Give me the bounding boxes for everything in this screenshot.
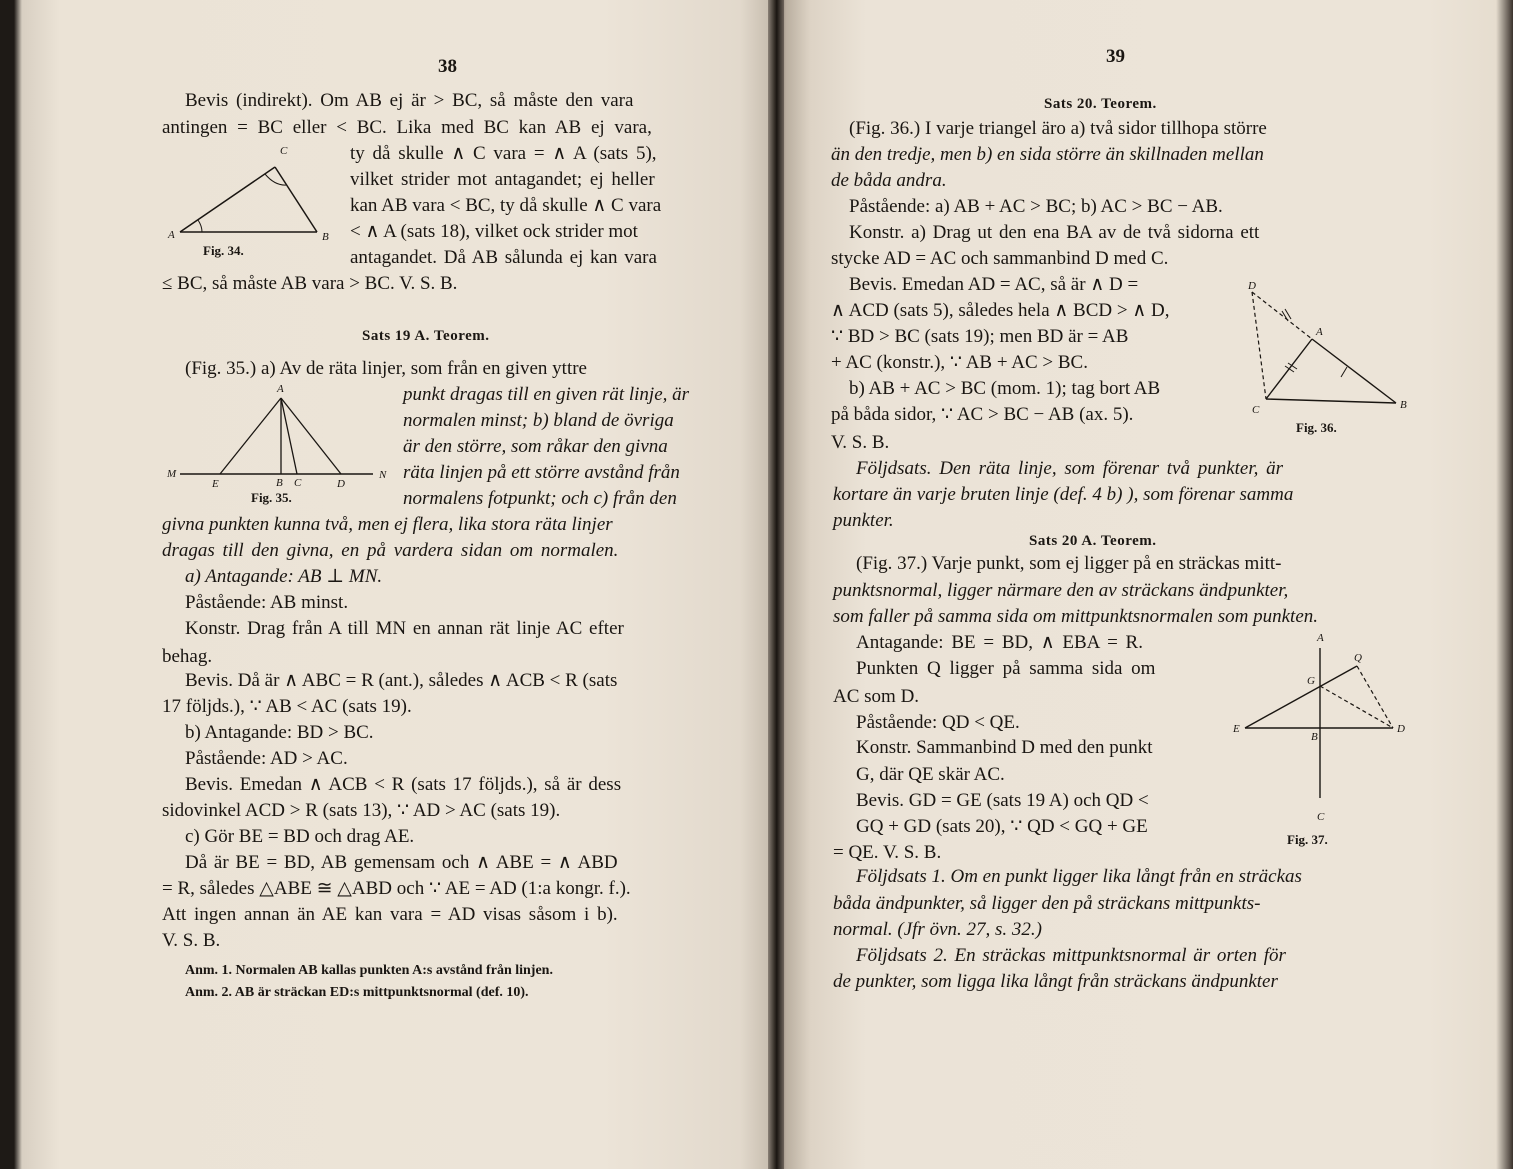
fig37-label: A [1317,632,1324,644]
text-line: Konstr. a) Drag ut den ena BA av de två sidorna ett [849,222,1260,243]
text-line: Att ingen annan än AE kan vara = AD visas såsom i b). [162,904,618,925]
text-line: Då är BE = BD, AB gemensam och ∧ ABE = ∧ ABD [185,852,618,873]
text-line: räta linjen på ett större avstånd från [403,462,680,483]
heading-sats-19a: Sats 19 A. Teorem. [362,328,490,344]
text-line: Påstående: a) AB + AC > BC; b) AC > BC − AB. [849,196,1223,217]
fig34-label: C [280,145,288,157]
text-line: Bevis (indirekt). Om AB ej är > BC, så måste den vara [185,90,634,111]
text-line: vilket strider mot antagandet; ej heller [350,169,655,190]
text-line: är den större, som råkar den givna [403,436,668,457]
text-line: kan AB vara < BC, ty då skulle ∧ C vara [350,195,662,216]
text-line: 17 följds.), ∵ AB < AC (sats 19). [162,696,412,717]
figure-36 [1244,275,1424,445]
fig35-label: A [277,383,284,395]
text-line: Punkten Q ligger på samma sida om [856,658,1156,679]
text-line: Bevis. Då är ∧ ABC = R (ant.), således ∧ ACB < R (sats [185,670,618,691]
text-line: normalen minst; b) bland de övriga [403,410,674,431]
text-line: Påstående: QD < QE. [856,712,1020,733]
fig37-label: Q [1354,652,1362,664]
fig34-caption: Fig. 34. [203,243,244,258]
text-line: båda ändpunkter, så ligger den på sträckans mittpunkts- [833,893,1261,914]
text-line: (Fig. 36.) I varje triangel äro a) två sidor tillhopa större [849,118,1267,139]
fig37-label: E [1233,723,1240,735]
text-line: antingen = BC eller < BC. Lika med BC kan AB ej vara, [162,117,652,138]
note-line: Anm. 1. Normalen AB kallas punkten A:s avstånd från linjen. [185,963,553,978]
fig36-caption: Fig. 36. [1296,420,1337,435]
text-line: Påstående: AB minst. [185,592,349,613]
text-line: b) Antagande: BD > BC. [185,722,374,743]
page-number: 39 [1106,46,1125,67]
text-line: punktsnormal, ligger närmare den av sträckans ändpunkter, [833,580,1289,601]
fig35-label: C [294,477,302,489]
text-line: b) AB + AC > BC (mom. 1); tag bort AB [849,378,1161,399]
right-page [776,0,1513,1169]
text-line: (Fig. 35.) a) Av de räta linjer, som från en given yttre [185,358,587,379]
fig37-label: D [1397,723,1405,735]
text-line: V. S. B. [162,930,221,951]
text-line: c) Gör BE = BD och drag AE. [185,826,415,847]
fig35-label: E [212,478,219,490]
text-line: ty då skulle ∧ C vara = ∧ A (sats 5), [350,143,657,164]
fig35-label: M [167,468,177,480]
text-line: V. S. B. [831,432,890,453]
fig35-caption: Fig. 35. [251,490,292,505]
text-line: ∧ ACD (sats 5), således hela ∧ BCD > ∧ D, [831,300,1170,321]
book-gutter [768,0,784,1169]
text-line: Följdsats. Den räta linje, som förenar två punkter, är [856,458,1284,479]
fig35-label: D [337,478,345,490]
text-line: = QE. V. S. B. [833,842,942,863]
text-line: de punkter, som ligga lika långt från sträckans ändpunkter [833,971,1278,992]
fig37-caption: Fig. 37. [1287,832,1328,847]
note-line: Anm. 2. AB är sträckan ED:s mittpunktsnormal (def. 10). [185,985,529,1000]
text-line: ∵ BD > BC (sats 19); men BD är = AB [831,326,1129,347]
fig37-label: B [1311,731,1318,743]
fig35-label: N [379,469,387,481]
heading-sats-20: Sats 20. Teorem. [1044,96,1157,112]
fig34-label: A [168,229,175,241]
text-line: normal. (Jfr övn. 27, s. 32.) [833,919,1042,940]
text-line: Följdsats 1. Om en punkt ligger lika långt från en sträckas [856,866,1302,887]
text-line: stycke AD = AC och sammanbind D med C. [831,248,1169,269]
fig36-label: A [1316,326,1323,338]
text-line: normalens fotpunkt; och c) från den [403,488,677,509]
page-number: 38 [438,56,457,77]
text-line: Bevis. Emedan AD = AC, så är ∧ D = [849,274,1139,295]
text-line: = R, således △ABE ≅ △ABD och ∵ AE = AD (1:a kongr. f.). [162,878,631,899]
text-line: a) Antagande: AB ⊥ MN. [185,566,383,587]
text-line: Bevis. GD = GE (sats 19 A) och QD < [856,790,1149,811]
text-line: (Fig. 37.) Varje punkt, som ej ligger på en sträckas mitt- [856,553,1282,574]
text-line: än den tredje, men b) en sida större än skillnaden mellan [831,144,1264,165]
fig34-label: B [322,231,329,243]
figure-37 [1231,628,1431,853]
text-line: G, där QE skär AC. [856,764,1005,785]
text-line: dragas till den givna, en på vardera sidan om normalen. [162,540,619,561]
text-line: som faller på samma sida om mittpunktsnormalen som punkten. [833,606,1319,627]
text-line: de båda andra. [831,170,947,191]
fig35-label: B [276,477,283,489]
text-line: Bevis. Emedan ∧ ACB < R (sats 17 följds.), så är dess [185,774,622,795]
text-line: antagandet. Då AB sålunda ej kan vara [350,247,657,268]
text-line: givna punkten kunna två, men ej flera, lika stora räta linjer [162,514,613,535]
heading-sats-20a: Sats 20 A. Teorem. [1029,533,1157,549]
text-line: + AC (konstr.), ∵ AB + AC > BC. [831,352,1088,373]
text-line: ≤ BC, så måste AB vara > BC. V. S. B. [162,273,458,294]
figure-35 [165,378,400,508]
fig37-label: G [1307,675,1315,687]
text-line: punkter. [833,510,894,531]
text-line: GQ + GD (sats 20), ∵ QD < GQ + GE [856,816,1148,837]
fig37-label: C [1317,811,1325,823]
fig36-label: B [1400,399,1407,411]
text-line: kortare än varje bruten linje (def. 4 b) ), som förenar samma [833,484,1294,505]
figure-34 [165,140,345,265]
text-line: Konstr. Sammanbind D med den punkt [856,737,1153,758]
text-line: på båda sidor, ∵ AC > BC − AB (ax. 5). [831,404,1134,425]
text-line: punkt dragas till en given rät linje, är [403,384,690,405]
fig36-label: C [1252,404,1260,416]
text-line: < ∧ A (sats 18), vilket ock strider mot [350,221,638,242]
text-line: Påstående: AD > AC. [185,748,348,769]
text-line: Antagande: BE = BD, ∧ EBA = R. [856,632,1143,653]
text-line: sidovinkel ACD > R (sats 13), ∵ AD > AC (sats 19). [162,800,561,821]
text-line: AC som D. [833,686,920,707]
fig36-label: D [1248,280,1256,292]
text-line: Följdsats 2. En sträckas mittpunktsnormal är orten för [856,945,1286,966]
text-line: Konstr. Drag från A till MN en annan rät linje AC efter [185,618,624,639]
text-line: behag. [162,646,213,667]
